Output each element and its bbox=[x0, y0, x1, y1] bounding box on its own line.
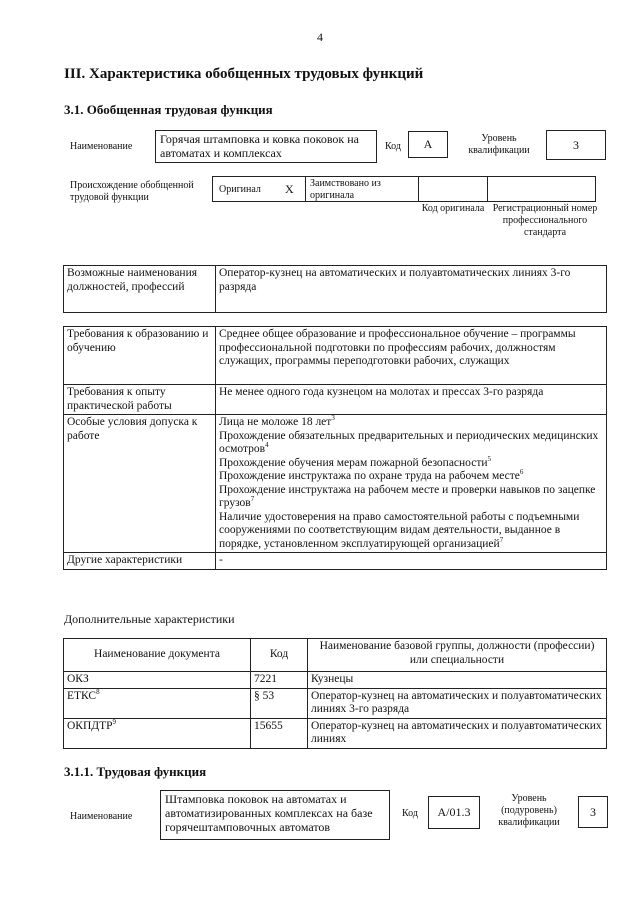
section-title: III. Характеристика обобщенных трудовых функций bbox=[64, 66, 424, 82]
tf-level-value: 3 bbox=[578, 796, 608, 828]
req-conditions-label: Особые условия допуска к работе bbox=[64, 415, 216, 553]
otf-code-value: А bbox=[408, 131, 448, 158]
additional-title: Дополнительные характеристики bbox=[64, 612, 235, 626]
tf-code-value: А/01.3 bbox=[428, 796, 480, 829]
origin-table bbox=[212, 176, 596, 202]
tf-title: 3.1.1. Трудовая функция bbox=[64, 764, 207, 779]
header-code: Код bbox=[251, 639, 308, 672]
req-education-value: Среднее общее образование и профессиональное обучение – программы профессиональной подготовки по профессиям рабочих, должностям служащих, программы переподготовки рабочих, служащих bbox=[216, 327, 607, 385]
condition-item: Наличие удостоверения на право самостоятельной работы с подъемными сооружениями по соответствующим видам деятельности, выданное в порядке, установленном эксплуатирующей организацией$^7$ bbox=[219, 510, 580, 550]
req-experience-value: Не менее одного года кузнецом на молотах и прессах 3-го разряда bbox=[216, 385, 607, 415]
condition-item: Прохождение обучения мерам пожарной безопасности$^5$ bbox=[219, 454, 492, 469]
positions-value: Оператор-кузнец на автоматических и полуавтоматических линиях 3-го разряда bbox=[216, 266, 607, 313]
req-experience-label: Требования к опыту практической работы bbox=[64, 385, 216, 415]
otf-level-value: 3 bbox=[546, 130, 606, 160]
condition-item: Прохождение инструктажа по охране труда на рабочем месте$^6$ bbox=[219, 468, 524, 482]
origin-code-caption: Код оригинала bbox=[421, 203, 485, 214]
tf-level-label: Уровень (подуровень) квалификации bbox=[498, 793, 560, 828]
req-conditions-value bbox=[216, 415, 607, 553]
page-number: 4 bbox=[317, 30, 323, 44]
subsection-title: 3.1. Обобщенная трудовая функция bbox=[64, 102, 273, 117]
condition-item: Прохождение инструктажа на рабочем месте и проверки навыков по зацепке грузов$^7$ bbox=[219, 483, 596, 509]
tf-name-value: Штамповка поковок на автоматах и автоматизированных комплексах на базе горячештамповочных автоматов bbox=[160, 790, 390, 840]
req-other-value: - bbox=[216, 553, 607, 570]
table-row: ОКЗ 7221 Кузнецы bbox=[64, 672, 607, 689]
otf-code-label: Код bbox=[385, 141, 401, 152]
otf-name-label: Наименование bbox=[70, 141, 133, 152]
origin-borrowed-label: Заимствовано из оригинала bbox=[310, 178, 381, 201]
req-other-label: Другие характеристики bbox=[64, 553, 216, 570]
req-education-label: Требования к образованию и обучению bbox=[64, 327, 216, 385]
table-row: ЕТКС$^8$ § 53 Оператор-кузнец на автоматических и полуавтоматических линиях 3-го разряда bbox=[64, 688, 607, 718]
origin-original-label: Оригинал bbox=[219, 184, 261, 195]
header-name: Наименование базовой группы, должности (профессии) или специальности bbox=[308, 639, 607, 672]
origin-original-mark: Х bbox=[285, 182, 294, 196]
table-row: ОКПДТР$^9$ 15655 Оператор-кузнец на автоматических и полуавтоматических линиях bbox=[64, 718, 607, 748]
positions-label: Возможные наименования должностей, профессий bbox=[64, 266, 216, 313]
header-doc: Наименование документа bbox=[64, 639, 251, 672]
condition-item: Лица не моложе 18 лет$^3$ bbox=[219, 414, 335, 428]
tf-name-label: Наименование bbox=[70, 811, 133, 822]
otf-name-value: Горячая штамповка и ковка поковок на автоматах и комплексах bbox=[155, 130, 377, 163]
positions-table bbox=[63, 265, 607, 313]
divider bbox=[487, 177, 488, 201]
origin-label: Происхождение обобщенной трудовой функции bbox=[70, 180, 194, 203]
additional-table bbox=[63, 638, 607, 749]
requirements-table bbox=[63, 326, 607, 570]
origin-reg-caption: Регистрационный номер профессионального стандарта bbox=[492, 203, 598, 238]
condition-item: Прохождение обязательных предварительных и периодических медицинских осмотров$^4$ bbox=[219, 429, 599, 455]
divider bbox=[305, 177, 306, 201]
tf-code-label: Код bbox=[402, 808, 418, 819]
otf-level-label: Уровень квалификации bbox=[468, 133, 530, 156]
divider bbox=[418, 177, 419, 201]
